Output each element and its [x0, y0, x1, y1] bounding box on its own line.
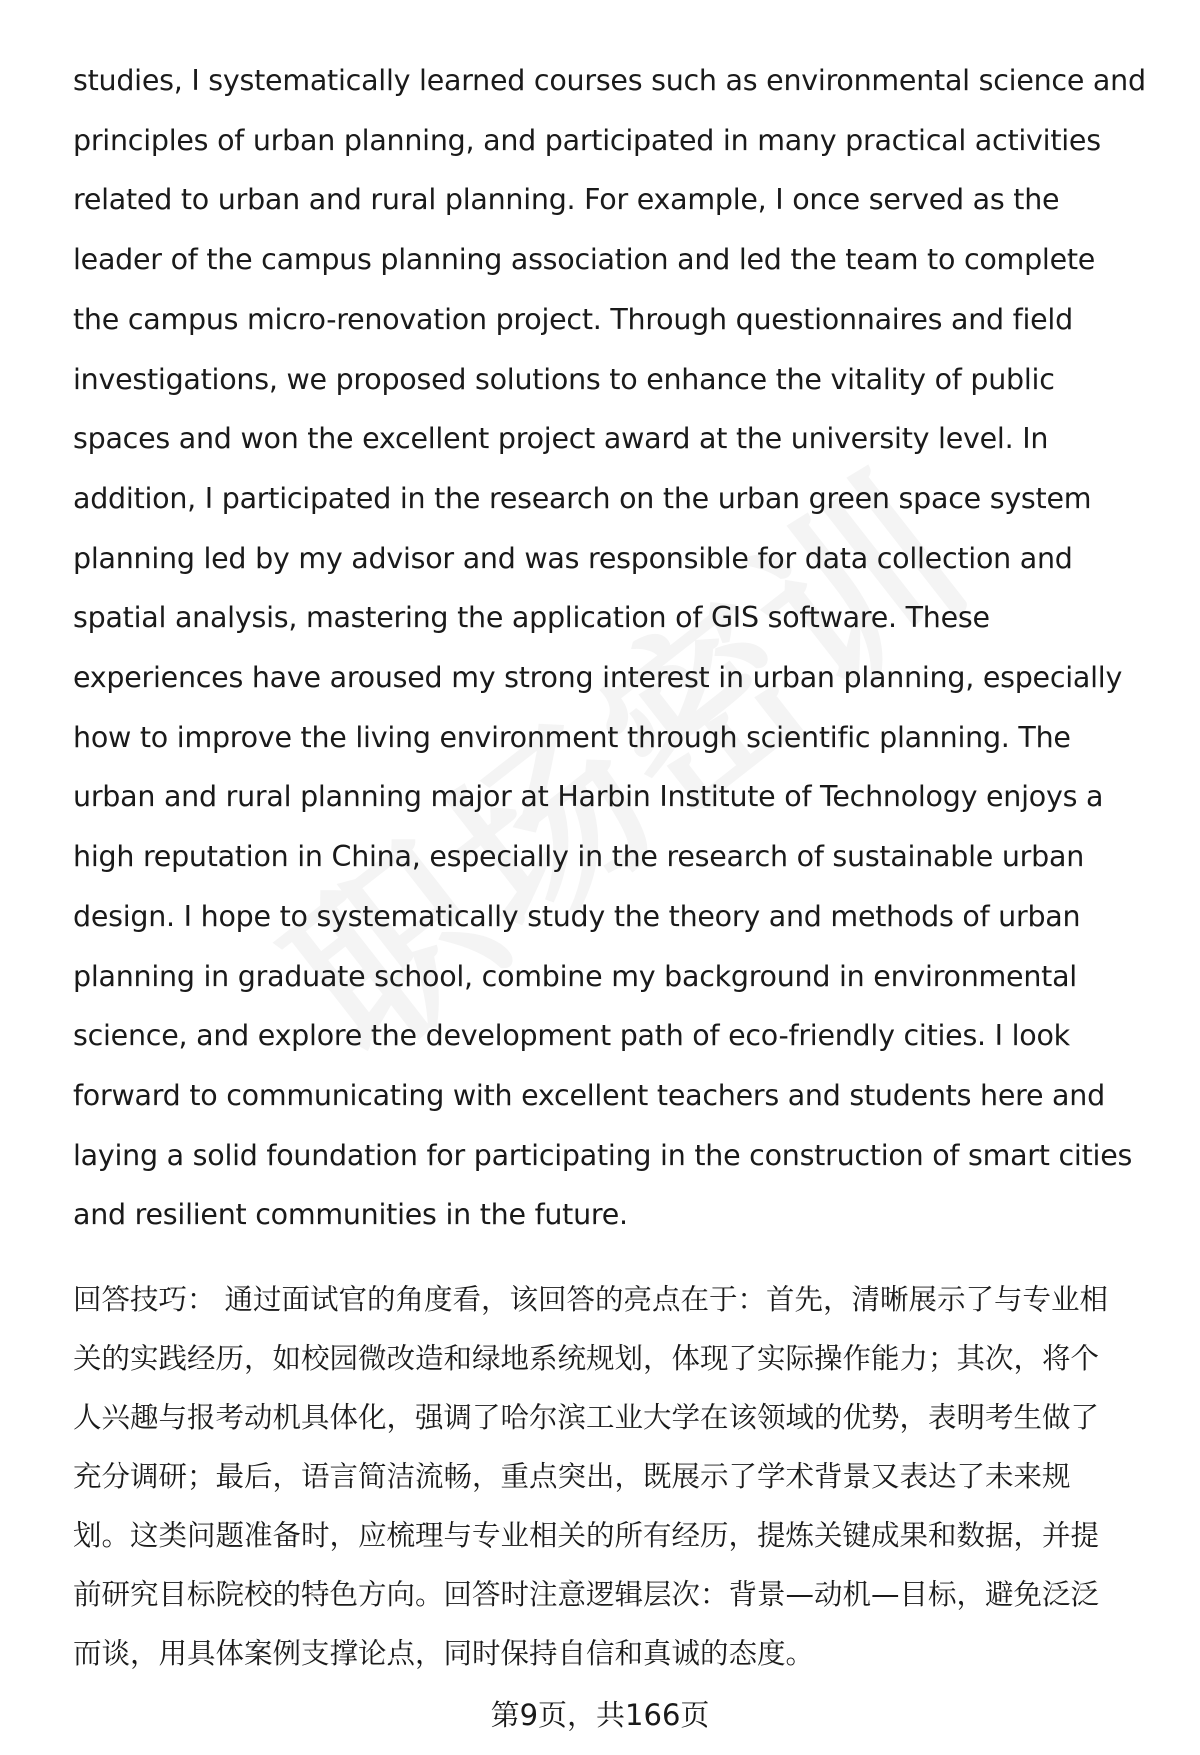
answer-line: high reputation in China, especially in the research of sustainable urban [73, 840, 1085, 874]
answer-line: urban and rural planning major at Harbin Institute of Technology enjoys a [73, 780, 1104, 814]
answer-line: laying a solid foundation for participating in the construction of smart cities [73, 1138, 1133, 1172]
answer-line: studies, I systematically learned courses such as environmental science and [73, 64, 1146, 97]
answer-line: related to urban and rural planning. For example, I once served as the [73, 183, 1060, 217]
answer-line: investigations, we proposed solutions to enhance the vitality of public [73, 362, 1055, 396]
answer-line: principles of urban planning, and participated in many practical activities [73, 123, 1101, 157]
answer-line: leader of the campus planning association and led the team to complete [73, 243, 1096, 277]
tips-line: 前研究目标院校的特色方向。回答时注意逻辑层次：背景—动机—目标，避免泛泛 [73, 1578, 1100, 1611]
answer-line: science, and explore the development path of eco-friendly cities. I look [73, 1019, 1070, 1053]
tips-line: 关的实践经历，如校园微改造和绿地系统规划，体现了实际操作能力；其次，将个 [73, 1342, 1100, 1375]
answer-line: forward to communicating with excellent teachers and students here and [73, 1078, 1105, 1112]
answer-line: spaces and won the excellent project award at the university level. In [73, 422, 1049, 456]
answer-line: spatial analysis, mastering the application of GIS software. These [73, 601, 990, 635]
tips-line: 回答技巧： 通过面试官的角度看，该回答的亮点在于：首先，清晰展示了与专业相 [73, 1283, 1109, 1316]
answer-paragraph [73, 51, 1153, 1245]
tips-line: 而谈，用具体案例支撑论点，同时保持自信和真诚的态度。 [73, 1637, 815, 1670]
tips-line: 人兴趣与报考动机具体化，强调了哈尔滨工业大学在该领域的优势，表明考生做了 [73, 1401, 1100, 1434]
tips-line: 充分调研；最后，语言简洁流畅，重点突出，既展示了学术背景又表达了未来规 [73, 1460, 1071, 1493]
answer-line: addition, I participated in the research on the urban green space system [73, 481, 1092, 515]
page-number: 第9页，共166页 [490, 1698, 710, 1732]
answer-line: and resilient communities in the future. [73, 1198, 628, 1232]
answer-line: experiences have aroused my strong interest in urban planning, especially [73, 661, 1123, 695]
answer-line: planning led by my advisor and was responsible for data collection and [73, 541, 1073, 575]
answer-tips-paragraph [73, 1270, 1163, 1683]
answer-line: planning in graduate school, combine my background in environmental [73, 959, 1077, 993]
answer-line: how to improve the living environment through scientific planning. The [73, 720, 1071, 754]
answer-line: design. I hope to systematically study the theory and methods of urban [73, 899, 1081, 933]
answer-line: the campus micro-renovation project. Through questionnaires and field [73, 302, 1073, 336]
tips-line: 划。这类问题准备时，应梳理与专业相关的所有经历，提炼关键成果和数据，并提 [73, 1519, 1100, 1552]
